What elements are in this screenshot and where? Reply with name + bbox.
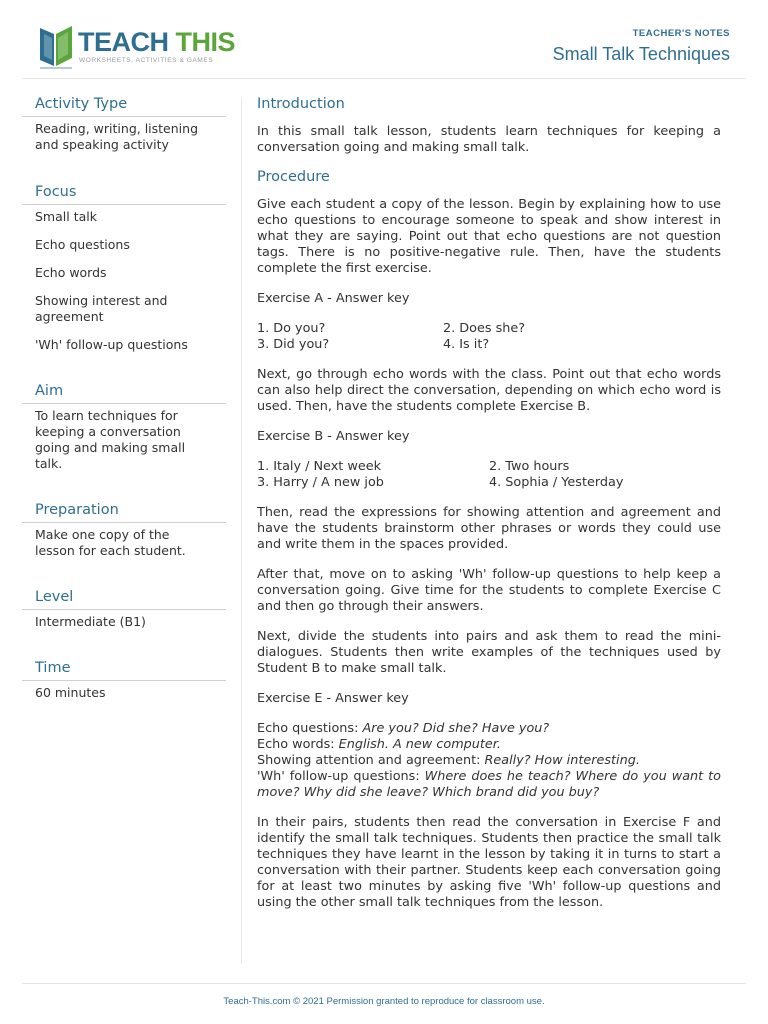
footer-text: Teach-This.com © 2021 Permission granted to reproduce for classroom use. [223,996,545,1007]
answer-item: 3. Harry / A new job [257,475,384,490]
procedure-paragraph: Next, divide the students into pairs and ask them to read the mini-dialogues. Students then write examples of the techniques used by Student B to make small talk. [257,629,721,676]
procedure-paragraph: Give each student a copy of the lesson. Begin by explaining how to use echo questions to encourage someone to speak and show interest in what they are saying. Point out that echo questions are not question tags. There is no positive-negative rule. Then, have the students complete the first exercise. [257,197,721,276]
exercise-e-attention [257,753,721,769]
answer-row [257,321,721,337]
focus-item: 'Wh' follow-up questions [35,337,188,352]
preparation-heading: Preparation [22,502,226,523]
exercise-b-title: Exercise B - Answer key [257,429,410,444]
level-heading: Level [22,589,226,610]
sidebar [22,96,226,701]
column-divider [241,98,242,964]
focus-item: Echo questions [35,237,130,252]
page-title: Small Talk Techniques [552,44,730,64]
book-logo-icon [36,24,76,70]
answer-item: 1. Do you? [257,321,326,336]
answer-item: 3. Did you? [257,337,330,352]
footer-divider [22,983,746,984]
wh-questions-label: 'Wh' follow-up questions: [257,769,425,784]
attention-label: Showing attention and agreement: [257,753,485,768]
header-divider [22,78,746,79]
main-content [257,96,721,911]
activity-type-text: Reading, writing, listening and speaking activity [35,121,199,152]
echo-words-answer: English. A new computer. [338,737,501,752]
time-text: 60 minutes [35,685,106,700]
teachers-notes-label: TEACHER'S NOTES [632,28,730,39]
echo-questions-label: Echo questions: [257,721,363,736]
procedure-paragraph: In their pairs, students then read the conversation in Exercise F and identify the small talk techniques. Students then practice the small talk techniques they have learnt in the lesson by taking it in turns to start a conversation with their partner. Students keep each conversation going for at least two minutes by asking five 'Wh' follow-up questions and using the other small talk techniques from the lesson. [257,815,721,910]
preparation-text: Make one copy of the lesson for each student. [35,527,186,558]
introduction-heading: Introduction [257,96,345,112]
footer-copyright[interactable] [0,996,768,1007]
activity-type-heading: Activity Type [22,96,226,117]
level-text: Intermediate (B1) [35,614,146,629]
procedure-paragraph: Next, go through echo words with the class. Point out that echo words can also help direct the conversation, depending on which echo word is used. Then, have the students complete Exercise B. [257,367,721,414]
introduction-text: In this small talk lesson, students learn techniques for keeping a conversation going and making small talk. [257,124,721,155]
focus-heading: Focus [22,184,226,205]
logo-tagline: WORKSHEETS, ACTIVITIES & GAMES [79,57,214,64]
answer-item: 2. Does she? [443,321,526,336]
procedure-heading: Procedure [257,169,330,185]
exercise-e-title: Exercise E - Answer key [257,691,409,706]
procedure-paragraph: After that, move on to asking 'Wh' follow-up questions to help keep a conversation going. Give time for the students to complete Exercise C and then go through their answers. [257,567,721,614]
answer-item: 4. Is it? [443,337,490,352]
focus-item: Small talk [35,209,97,224]
echo-words-label: Echo words: [257,737,339,752]
logo-word-this: THIS [175,27,236,57]
teach-this-logo[interactable] [36,24,236,70]
aim-heading: Aim [22,383,226,404]
answer-row [257,459,721,475]
logo-word-teach: TEACH [78,27,169,57]
echo-questions-answer: Are you? Did she? Have you? [362,721,550,736]
procedure-paragraph: Then, read the expressions for showing attention and agreement and have the students brainstorm other phrases or words they could use and write them in the spaces provided. [257,505,721,552]
exercise-a-title: Exercise A - Answer key [257,291,410,306]
exercise-e-echo-questions [257,721,721,737]
answer-item: 1. Italy / Next week [257,459,381,474]
wh-questions-answer: Where does he teach? Where do you want to move? Why did she leave? Which brand did you buy? [257,769,721,800]
answer-item: 2. Two hours [489,459,570,474]
focus-item: Showing interest and agreement [35,293,168,324]
exercise-e-echo-words [257,737,721,753]
page-header [0,0,768,78]
exercise-e-wh-questions [257,769,721,801]
attention-answer: Really? How interesting. [484,753,640,768]
time-heading: Time [22,660,226,681]
logo-wordmark [78,27,235,58]
answer-item: 4. Sophia / Yesterday [489,475,624,490]
focus-item: Echo words [35,265,107,280]
aim-text: To learn techniques for keeping a conversation going and making small talk. [35,408,186,471]
answer-row [257,475,721,491]
answer-row [257,337,721,353]
